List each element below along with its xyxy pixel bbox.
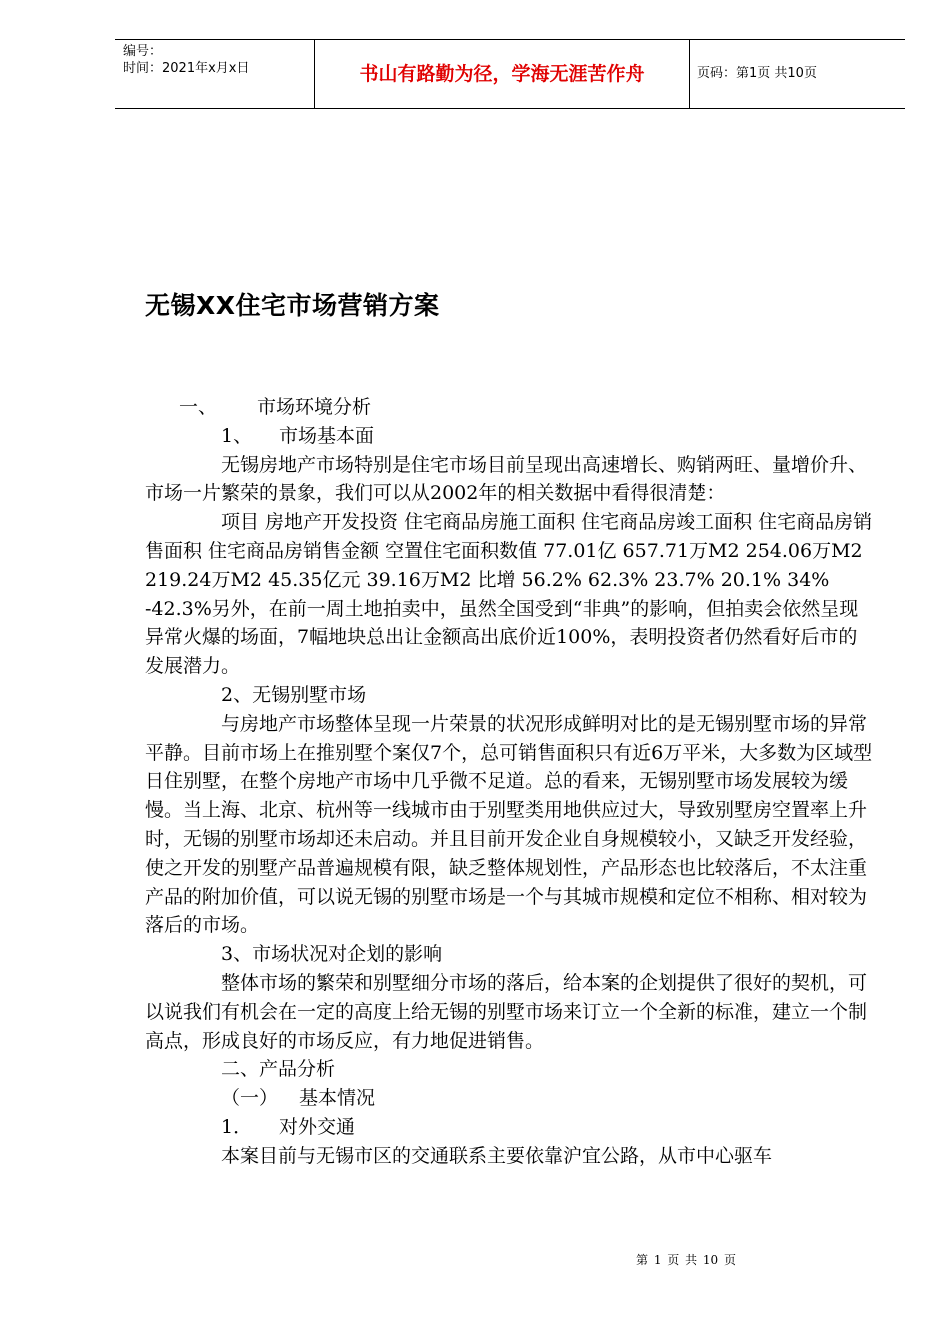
subsection-number: 1、 (221, 424, 253, 447)
paragraph: 整体市场的繁荣和别墅细分市场的落后，给本案的企划提供了很好的契机，可以说我们有机会在一定的高度上给无锡的别墅市场来订立一个全新的标准，建立一个制高点，形成良好的市场反应，有力地促进销售。 (145, 971, 868, 1052)
paragraph: 无锡房地产市场特别是住宅市场目前呈现出高速增长、购销两旺、量增价升、市场一片繁荣的景象，我们可以从2002年的相关数据中看得很清楚： (145, 453, 868, 505)
header-table (115, 39, 905, 109)
document-title: 无锡XX住宅市场营销方案 (145, 291, 440, 320)
page-footer: 第 1 页 共 10 页 (636, 1253, 736, 1267)
subsection-heading (145, 422, 875, 451)
header-motto: 书山有路勤为径，学海无涯苦作舟 (315, 40, 690, 108)
subsection-heading (145, 1113, 875, 1142)
document-body (145, 393, 875, 1171)
section-heading: 二、产品分析 (221, 1058, 336, 1081)
subsection-title: 对外交通 (279, 1115, 356, 1138)
serial-label: 编号： (123, 44, 163, 59)
header-meta-cell (115, 40, 315, 108)
subsection-title: 基本情况 (299, 1087, 376, 1110)
paragraph: 与房地产市场整体呈现一片荣景的状况形成鲜明对比的是无锡别墅市场的异常平静。目前市场上在推别墅个案仅7个，总可销售面积只有近6万平米，大多数为区域型日住别墅，在整个房地产市场中几乎微不足道。总的看来，无锡别墅市场发展较为缓慢。当上海、北京、杭州等一线城市由于别墅类用地供应过大，导致别墅房空置率上升时，无锡的别墅市场却还未启动。并且目前开发企业自身规模较小，又缺乏开发经验，使之开发的别墅产品普遍规模有限，缺乏整体规划性，产品形态也比较落后，不太注重产品的附加价值，可以说无锡的别墅市场是一个与其城市规模和定位不相称、相对较为落后的市场。 (145, 712, 873, 937)
subsection-heading: 3、市场状况对企划的影响 (221, 943, 443, 966)
subsection-title: 市场基本面 (279, 424, 375, 447)
subsection-heading: 2、无锡别墅市场 (221, 683, 367, 706)
time-label: 时间：2021年x月x日 (123, 61, 250, 76)
paragraph: 项目 房地产开发投资 住宅商品房施工面积 住宅商品房竣工面积 住宅商品房销售面积 住宅商品房销售金额 空置住宅面积数值 77.01亿 657.71万M2 254.06万M2 219.24万M2 45.35亿元 39.16万M2 比增 56.2% 62.3% 23.7% 20.1% 34% -42.3%另外，在前一周土地拍卖中，虽然全国受到“非典”的影响，但拍卖会依然呈现异常火爆的场面，7幅地块总出让金额高出底价近100%，表明投资者仍然看好后市的发展潜力。 (145, 511, 873, 678)
paragraph: 本案目前与无锡市区的交通联系主要依靠沪宜公路，从市中心驱车 (221, 1144, 773, 1167)
section-number: 一、 (179, 396, 218, 418)
subsection-number: 1． (221, 1115, 253, 1138)
section-title: 市场环境分析 (257, 396, 372, 418)
subsection-number: （一） (221, 1087, 279, 1110)
subsection-heading (145, 1084, 875, 1113)
header-page-info: 页码：第1页 共10页 (697, 66, 817, 81)
section-heading (145, 393, 875, 422)
